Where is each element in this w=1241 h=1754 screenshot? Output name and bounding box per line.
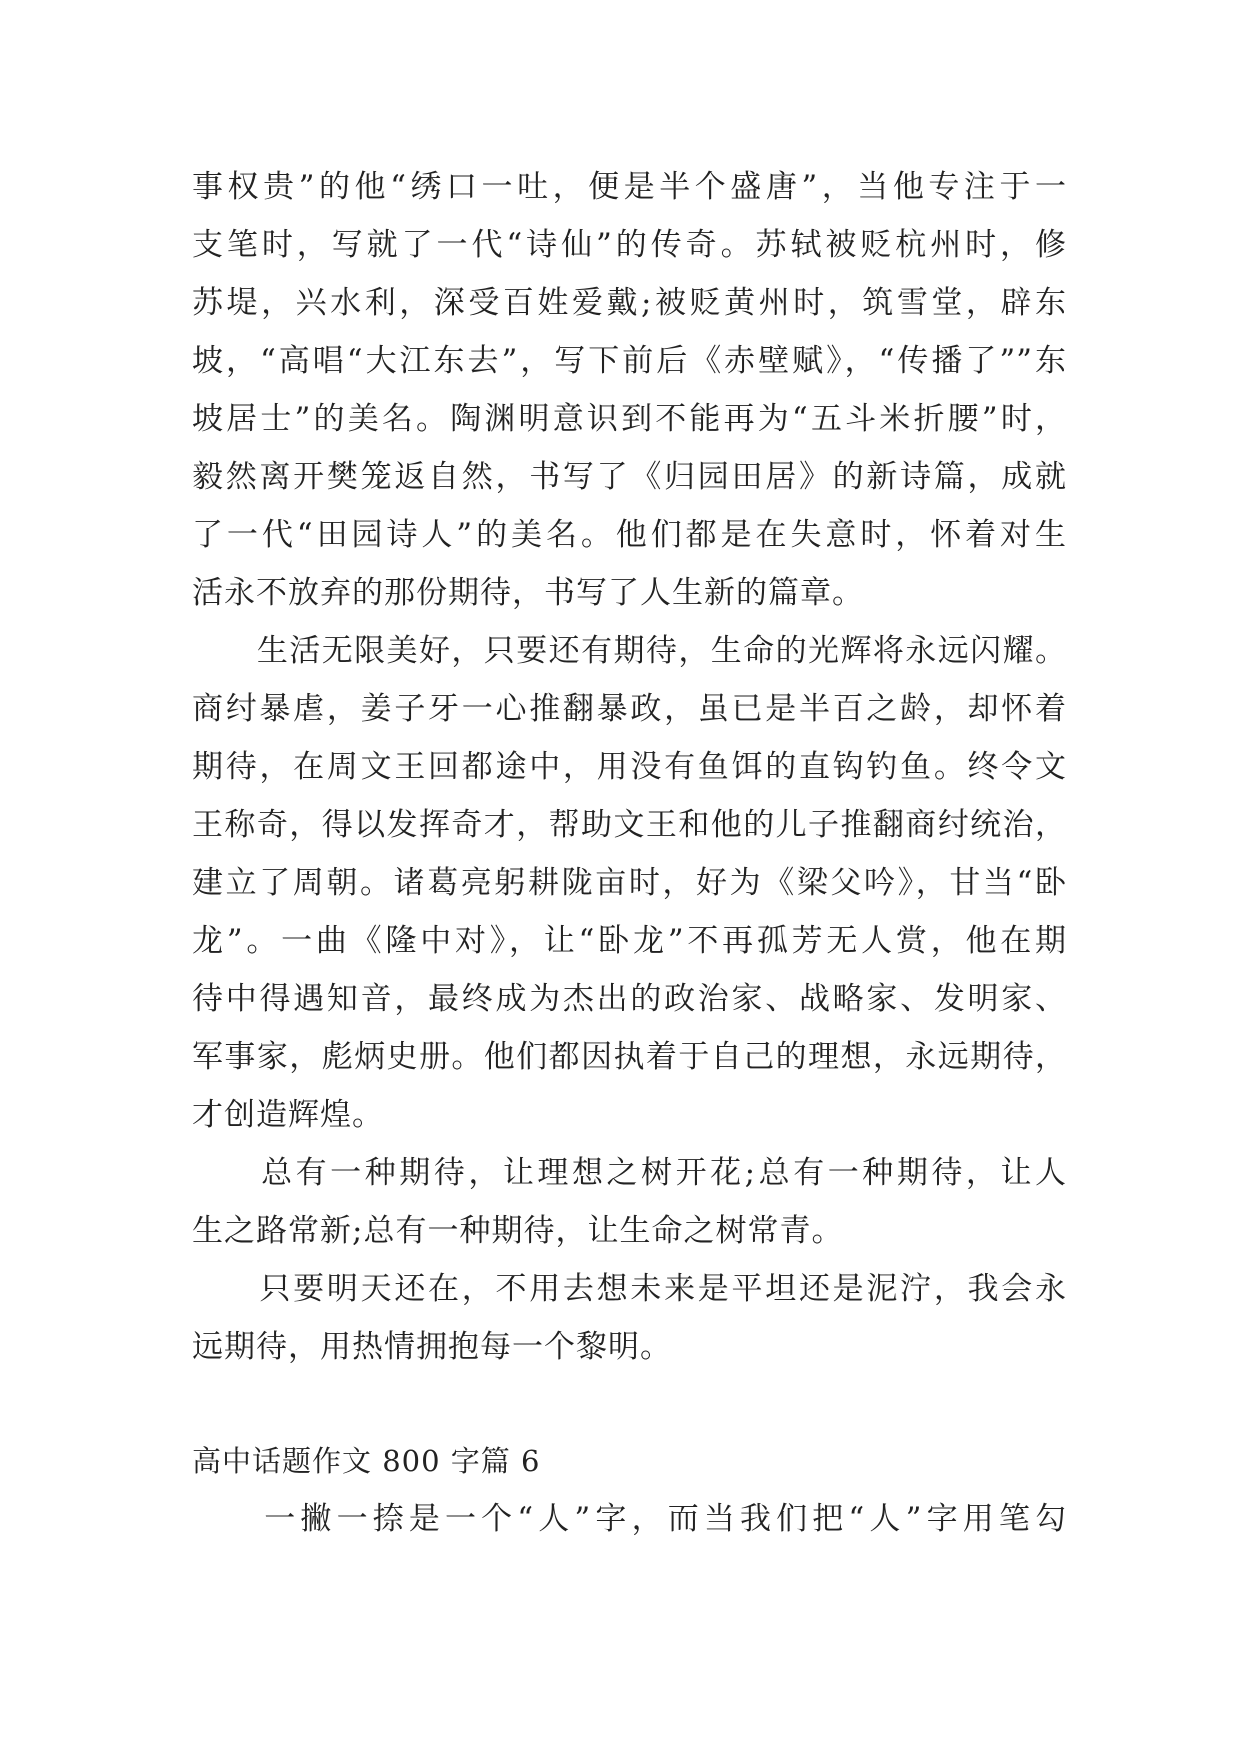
text-line: 苏堤，兴水利，深受百姓爱戴;被贬黄州时，筑雪堂，辟东 — [192, 285, 1067, 321]
text-line: 毅然离开樊笼返自然，书写了《归园田居》的新诗篇，成就 — [192, 459, 1067, 495]
text-line: 远期待，用热情拥抱每一个黎明。 — [192, 1329, 672, 1365]
text-line: 一撇一捺是一个“人”字，而当我们把“人”字用笔勾 — [192, 1501, 1067, 1537]
text-line: 坡，“高唱“大江东去”，写下前后《赤壁赋》，“传播了””东 — [192, 343, 1067, 379]
text-line: 支笔时，写就了一代“诗仙”的传奇。苏轼被贬杭州时，修 — [192, 227, 1067, 263]
paragraph — [192, 1490, 1067, 1548]
text-line: 期待，在周文王回都途中，用没有鱼饵的直钩钓鱼。终令文 — [192, 749, 1067, 785]
text-line: 建立了周朝。诸葛亮躬耕陇亩时，好为《梁父吟》，甘当“卧 — [192, 865, 1067, 901]
text-line: 才创造辉煌。 — [192, 1097, 384, 1133]
text-line: 只要明天还在，不用去想未来是平坦还是泥泞，我会永 — [192, 1271, 1067, 1307]
text-line: 事权贵”的他“绣口一吐，便是半个盛唐”，当他专注于一 — [192, 169, 1067, 205]
text-line: 待中得遇知音，最终成为杰出的政治家、战略家、发明家、 — [192, 981, 1067, 1017]
text-line: 商纣暴虐，姜子牙一心推翻暴政，虽已是半百之龄，却怀着 — [192, 691, 1067, 727]
text-line: 生活无限美好，只要还有期待，生命的光辉将永远闪耀。 — [192, 633, 1067, 669]
section-spacer — [192, 1376, 1067, 1432]
paragraph — [192, 158, 1067, 622]
paragraph — [192, 1260, 1067, 1376]
text-line: 了一代“田园诗人”的美名。他们都是在失意时，怀着对生 — [192, 517, 1067, 553]
text-line: 生之路常新;总有一种期待，让生命之树常青。 — [192, 1213, 844, 1249]
text-line: 活永不放弃的那份期待，书写了人生新的篇章。 — [192, 575, 864, 611]
text-line: 总有一种期待，让理想之树开花;总有一种期待，让人 — [192, 1155, 1067, 1191]
paragraph — [192, 622, 1067, 1144]
text-line: 龙”。一曲《隆中对》，让“卧龙”不再孤芳无人赏，他在期 — [192, 923, 1067, 959]
essay-body — [192, 158, 1067, 1548]
text-line: 坡居士”的美名。陶渊明意识到不能再为“五斗米折腰”时， — [192, 401, 1067, 437]
section-heading: 高中话题作文 800 字篇 6 — [192, 1444, 541, 1478]
paragraph — [192, 1144, 1067, 1260]
text-line: 军事家，彪炳史册。他们都因执着于自己的理想，永远期待， — [192, 1039, 1067, 1075]
text-line: 王称奇，得以发挥奇才，帮助文王和他的儿子推翻商纣统治， — [192, 807, 1067, 843]
